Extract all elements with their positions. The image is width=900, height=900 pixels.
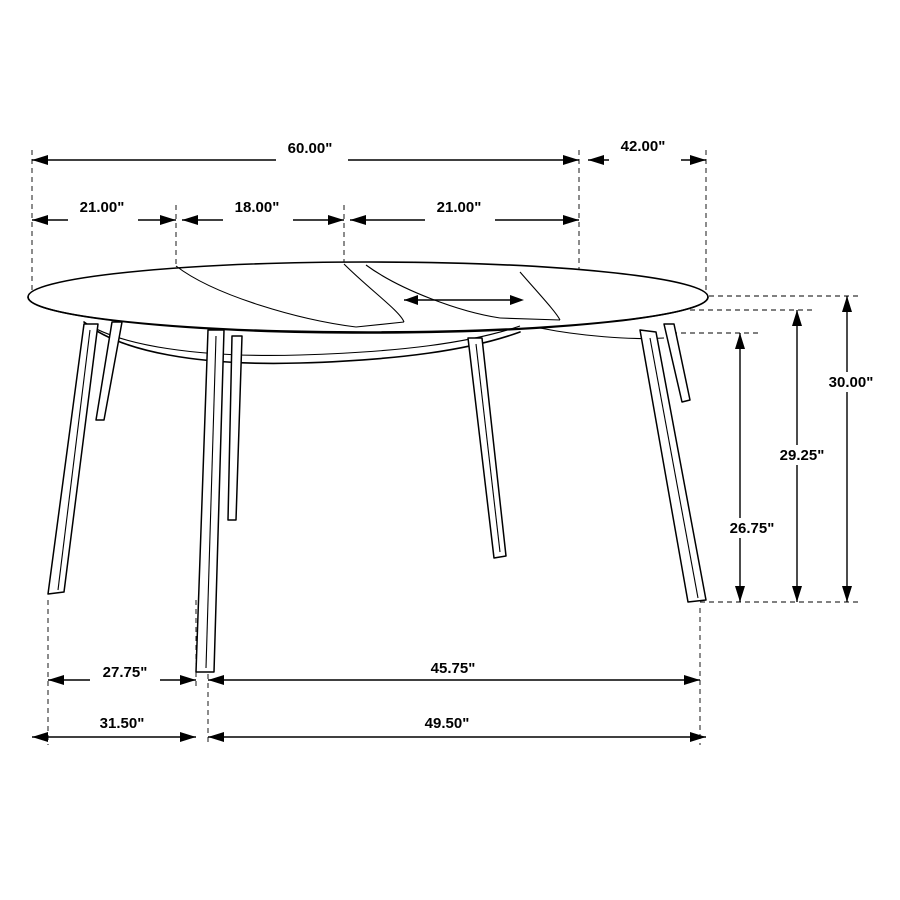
label-height-lower: 26.75" <box>729 520 775 537</box>
extension-lines <box>32 150 860 745</box>
leg-left-front <box>48 324 98 594</box>
label-height-total: 30.00" <box>828 374 874 391</box>
leg-center-back <box>228 336 242 520</box>
leg-right-back <box>664 324 690 402</box>
leg-left-back <box>96 322 122 420</box>
label-top-left-panel: 21.00" <box>79 199 125 216</box>
dimension-row-top-overall <box>32 142 706 165</box>
label-top-leaf-panel: 18.00" <box>234 199 280 216</box>
leg-right-front <box>640 330 706 602</box>
label-top-overall-width: 60.00" <box>287 140 333 157</box>
label-base-left-span: 27.75" <box>102 664 148 681</box>
label-top-right-panel: 21.00" <box>436 199 482 216</box>
table-top-surface <box>28 262 708 332</box>
label-base-inner-span: 45.75" <box>430 660 476 677</box>
table-illustration <box>28 262 708 672</box>
label-base-outer-span: 49.50" <box>424 715 470 732</box>
leg-center-front <box>196 330 224 672</box>
label-top-extension-width: 42.00" <box>620 138 666 155</box>
label-base-left-outer: 31.50" <box>99 715 145 732</box>
label-height-apron: 29.25" <box>779 447 825 464</box>
leg-right-inner <box>468 338 506 558</box>
